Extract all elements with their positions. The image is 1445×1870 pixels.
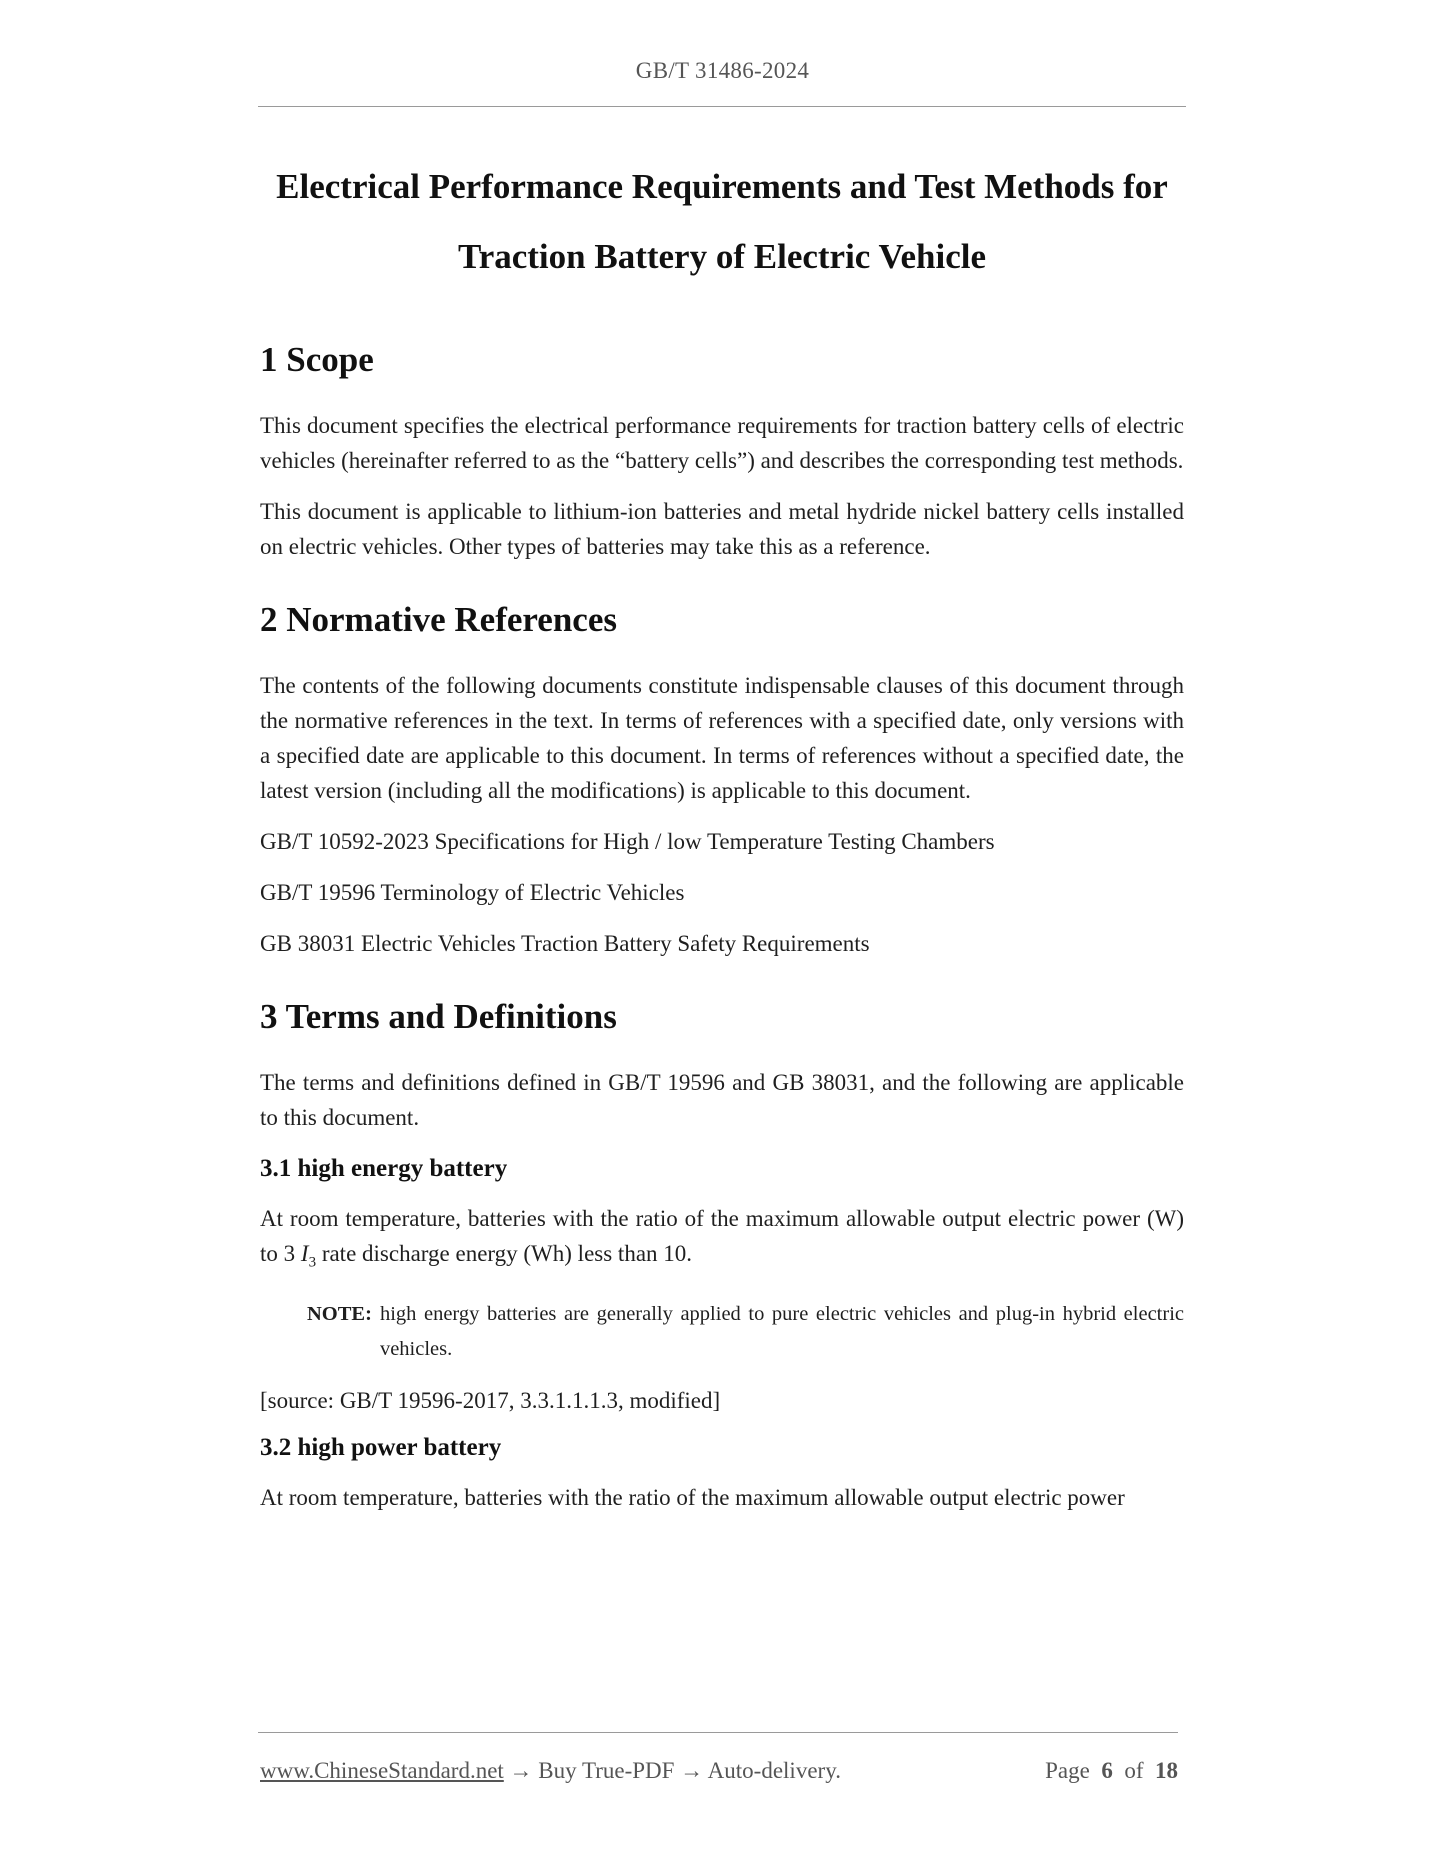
total-page-count: 18 [1155,1758,1178,1783]
note-label: NOTE: [307,1302,372,1325]
term-3-1-source: [source: GB/T 19596-2017, 3.3.1.1.1.3, modified] [260,1387,721,1413]
term-3-2-definition: At room temperature, batteries with the ratio of the maximum allowable output electric power [260,1484,1125,1510]
page-content [260,152,1184,1515]
reference-item-gbt-19596: GB/T 19596 Terminology of Electric Vehicles [260,880,685,905]
auto-delivery-text: Auto-delivery. [707,1758,841,1783]
term-3-1-definition-text: At room temperature, batteries with the ratio of the maximum allowable output electric power (W) to 3 [260,1206,1184,1266]
website-link[interactable]: www.ChineseStandard.net [260,1758,504,1783]
footer-divider [258,1732,1178,1733]
current-page-number: 6 [1101,1758,1113,1783]
reference-item-gb-38031: GB 38031 Electric Vehicles Traction Battery Safety Requirements [260,931,870,956]
note-text: high energy batteries are generally applied to pure electric vehicles and plug-in hybrid electric vehicles. [379,1302,1184,1360]
buy-true-pdf-text: Buy True-PDF [538,1758,675,1783]
header-divider [258,106,1186,107]
page-header: GB/T 31486-2024 [635,58,810,83]
section-heading-terms-definitions: 3 Terms and Definitions [260,997,617,1036]
normative-paragraph: The contents of the following documents constitute indispensable clauses of this document through the normative references in the text. In terms of references with a specified date, only versions with a specified date are applicable to this document. In terms of references without a specified date, the latest version (including all the modifications) is applicable to this document. [260,673,1184,803]
section-heading-normative-references: 2 Normative References [260,600,617,639]
page-number [1045,1758,1178,1784]
of-label: of [1124,1758,1144,1783]
arrow-right-icon: → [509,1758,533,1783]
terms-intro-paragraph: The terms and definitions defined in GB/T 19596 and GB 38031, and the following are applicable to this document. [260,1070,1184,1130]
term-3-1-definition [260,1201,1184,1281]
document-title-line-2: Traction Battery of Electric Vehicle [457,237,987,276]
page-label: Page [1045,1758,1090,1783]
footer-promo [260,1758,841,1784]
term-3-1-note [307,1297,1184,1367]
current-symbol: I [300,1241,309,1266]
term-3-1-definition-text-end: rate discharge energy (Wh) less than 10. [316,1241,693,1266]
document-title [260,152,1184,292]
document-title-line-1: Electrical Performance Requirements and Test Methods for [276,167,1168,206]
term-heading-3-2: 3.2 high power battery [260,1433,502,1461]
scope-paragraph-1: This document specifies the electrical performance requirements for traction battery cells of electric vehicles (hereinafter referred to as the “battery cells”) and describes the corresponding test methods. [260,413,1184,473]
arrow-right-icon: → [680,1758,704,1783]
current-symbol-subscript: 3 [308,1254,317,1271]
term-heading-3-1: 3.1 high energy battery [260,1155,508,1182]
reference-item-gbt-10592: GB/T 10592-2023 Specifications for High / low Temperature Testing Chambers [260,829,995,854]
section-heading-scope: 1 Scope [260,340,374,379]
scope-paragraph-2: This document is applicable to lithium-ion batteries and metal hydride nickel battery cells installed on electric vehicles. Other types of batteries may take this as a reference. [260,499,1184,559]
